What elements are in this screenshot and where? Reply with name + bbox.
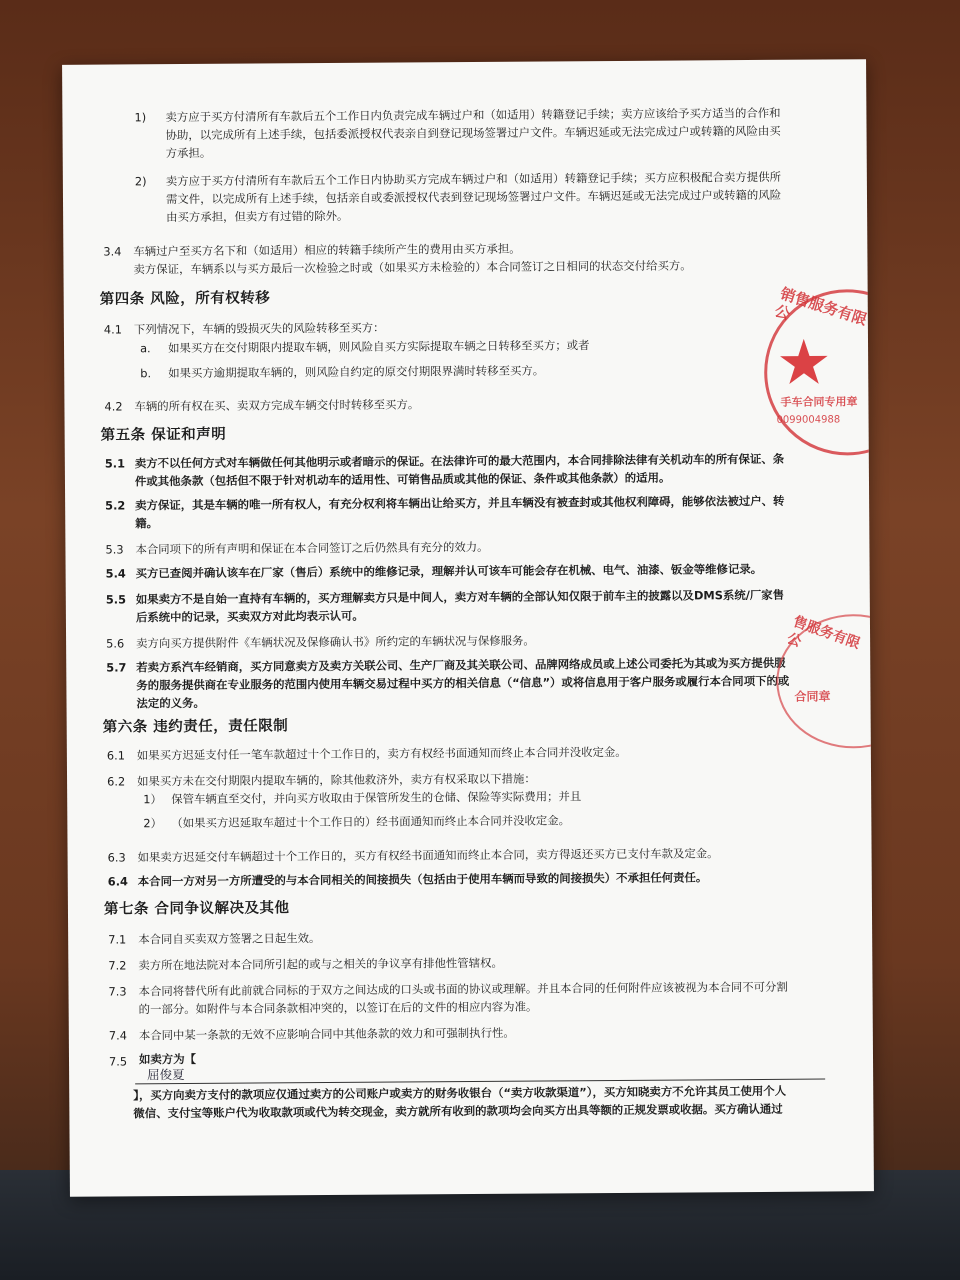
item-number: a. [139, 341, 151, 356]
item-line: 卖方应于买方付清所有车款后五个工作日内协助买方完成车辆过户和（如适用）转籍登记手续；买方应积极配合卖方提供所 [165, 169, 782, 189]
item-line: 卖方保证，其是车辆的唯一所有权人，有充分权利将车辆出让给买方，并且车辆没有被查封或其他权利障碍，能够依法被过户、转 [135, 493, 785, 513]
section-heading-7: 第七条 合同争议解决及其他 [103, 900, 290, 918]
item-line: （如果买方迟延取车超过十个工作日的）经书面通知而终止本合同并没收定金。 [171, 813, 571, 831]
item-number: 5.3 [105, 542, 124, 557]
item-number: 6.4 [107, 874, 128, 889]
item-line: 】，买方向卖方支付的款项应仅通过卖方的公司账户或卖方的财务收银台（“卖方收款渠道”），买方知晓卖方不允许其员工使用个人 [133, 1083, 787, 1103]
item-number: 7.3 [108, 984, 127, 999]
contract-page [62, 59, 874, 1197]
item-number: 6.3 [107, 850, 126, 865]
handwritten-name: 屈俊夏 [147, 1066, 185, 1083]
item-number: 5.7 [106, 660, 127, 675]
item-line: 本合同项下的所有声明和保证在本合同签订之后仍然具有充分的效力。 [135, 539, 489, 557]
item-line: 协助，以完成所有上述手续，包括委派授权代表亲自到登记现场签署过户文件。车辆迟延或无法完成过户或转籍的风险由买 [165, 123, 781, 143]
item-line: 车辆的所有权在买、卖双方完成车辆交付时转移至买方。 [134, 397, 420, 414]
page-content [62, 59, 874, 1197]
item-number: 2） [143, 816, 163, 831]
item-line: 后系统中的记录，买卖双方对此均表示认可。 [135, 608, 364, 625]
item-number: 5.6 [106, 636, 125, 651]
item-line: 如果买方迟延支付任一笔车款超过十个工作日的，卖方有权经书面通知而终止本合同并没收定金。 [136, 744, 627, 763]
item-number: 6.2 [107, 774, 126, 789]
item-number: 5.5 [105, 592, 127, 607]
seal-arc-text: 销售服务有限公 [772, 284, 870, 329]
item-number: 4.1 [103, 322, 123, 337]
item-number: 5.2 [105, 498, 126, 513]
item-line: 卖方不以任何方式对车辆做任何其他明示或者暗示的保证。在法律许可的最大范围内，本合同排除法律有关机动车的所有保证、条 [134, 451, 785, 471]
section-heading-5: 第五条 保证和声明 [100, 426, 227, 444]
item-line: 籍。 [135, 516, 159, 531]
item-line: 卖方应于买方付清所有车款后五个工作日内负责完成车辆过户和（如适用）转籍登记手续；卖方应该给予买方适当的合作和 [165, 105, 781, 125]
item-number: 6.1 [106, 748, 126, 763]
item-line: 件或其他条款（包括但不限于针对机动车的适用性、可销售品质或其他的保证、条件或其他条款）的适用。 [134, 470, 671, 489]
item-number: 1) [134, 110, 147, 125]
item-line: 微信、支付宝等账户代为收取款项或代为转交现金，卖方就所有收到的款项均会向买方出具等额的正规发票或收据。买方确认通过 [133, 1101, 783, 1121]
item-number: 5.4 [105, 566, 126, 581]
item-line: 由买方承担，但卖方有过错的除外。 [166, 208, 349, 225]
item-number: 2) [134, 174, 147, 189]
item-line: 本合同中某一条款的无效不应影响合同中其他条款的效力和可强制执行性。 [138, 1025, 515, 1043]
item-line: 本合同一方对另一方所遭受的与本合同相关的间接损失（包括由于使用车辆而导致的间接损失）不承担任何责任。 [137, 870, 708, 889]
item-line: 如果买方在交付期限内提取车辆，则风险自买方实际提取车辆之日转移至买方；或者 [167, 338, 590, 356]
item-line: 如卖方为【 [138, 1051, 197, 1067]
item-line: 卖方保证，车辆系以与买方最后一次检验之时或（如果买方未检验的）本合同签订之日相同的状态交付给买方。 [133, 258, 692, 277]
item-line: 需文件，以完成所有上述手续，包括亲自或委派授权代表到登记现场签署过户文件。车辆迟延或无法完成过户或转籍的风险 [165, 187, 782, 207]
item-line: 方承担。 [165, 145, 212, 161]
item-line: 本合同将替代所有此前就合同标的于双方之间达成的口头或书面的协议或理解。并且本合同的任何附件应该被视为本合同不可分割 [138, 979, 788, 999]
item-line: 如果买方未在交付期限内提取车辆的，除其他救济外，卖方有权采取以下措施： [137, 771, 536, 789]
item-line: 保管车辆直至交付，并向买方收取由于保管所发生的仓储、保险等实际费用；并且 [171, 789, 582, 807]
item-number: 7.4 [108, 1028, 128, 1043]
item-number: b. [140, 366, 152, 381]
section-heading-6: 第六条 违约责任，责任限制 [102, 718, 289, 736]
item-number: 7.5 [108, 1054, 128, 1069]
item-number: 3.4 [103, 244, 122, 259]
item-line: 如果卖方不是自始一直持有车辆的，买方理解卖方只是中间人，卖方对车辆的全部认知仅限于前车主的披露以及DMS系统/厂家售 [135, 587, 785, 607]
item-line: 若卖方系汽车经销商，买方同意卖方及卖方关联公司、生产厂商及其关联公司、品牌网络成员或上述公司委托为其或为买方提供服 [136, 655, 786, 675]
item-line: 车辆过户至买方名下和（如适用）相应的转籍手续所产生的费用由买方承担。 [133, 241, 521, 259]
item-line: 务的服务提供商在专业服务的范围内使用车辆交易过程中买方的相关信息（“信息”）或将信息用于客户服务或履行本合同项下的或 [136, 673, 790, 693]
seal-arc-text: 售服务有限公 [784, 613, 863, 653]
item-line: 买方已查阅并确认该车在厂家（售后）系统中的维修记录，理解并认可该车可能会存在机械、电气、油漆、钣金等维修记录。 [135, 561, 763, 581]
item-number: 7.1 [108, 932, 127, 947]
item-number: 1） [143, 792, 162, 807]
item-line: 本合同自买卖双方签署之日起生效。 [138, 931, 321, 947]
seal-inner-text: 手车合同专用章 [780, 395, 858, 409]
item-number: 5.1 [104, 456, 126, 471]
item-line: 如果卖方迟延交付车辆超过十个工作日的，买方有权经书面通知而终止本合同，卖方得返还买方已支付车款及定金。 [137, 846, 719, 865]
item-line: 法定的义务。 [136, 695, 205, 711]
item-line: 的一部分。如附件与本合同条款相冲突的，以签订在后的文件的相应内容为准。 [138, 999, 538, 1017]
item-line: 下列情况下，车辆的毁损灭失的风险转移至买方： [133, 320, 385, 337]
seal-code: 0099004988 [776, 414, 841, 426]
item-line: 如果买方逾期提取车辆的，则风险自约定的原交付期限界满时转移至买方。 [168, 363, 545, 381]
seal-inner-text: 合同章 [794, 689, 831, 704]
seal-star-icon: ★ [775, 325, 833, 399]
section-heading-4: 第四条 风险，所有权转移 [99, 290, 271, 308]
item-line: 卖方所在地法院对本合同所引起的或与之相关的争议享有排他性管辖权。 [138, 955, 503, 973]
item-number: 4.2 [104, 399, 123, 414]
item-number: 7.2 [108, 958, 127, 973]
item-line: 卖方向买方提供附件《车辆状况及保修确认书》所约定的车辆状况与保修服务。 [136, 633, 535, 651]
